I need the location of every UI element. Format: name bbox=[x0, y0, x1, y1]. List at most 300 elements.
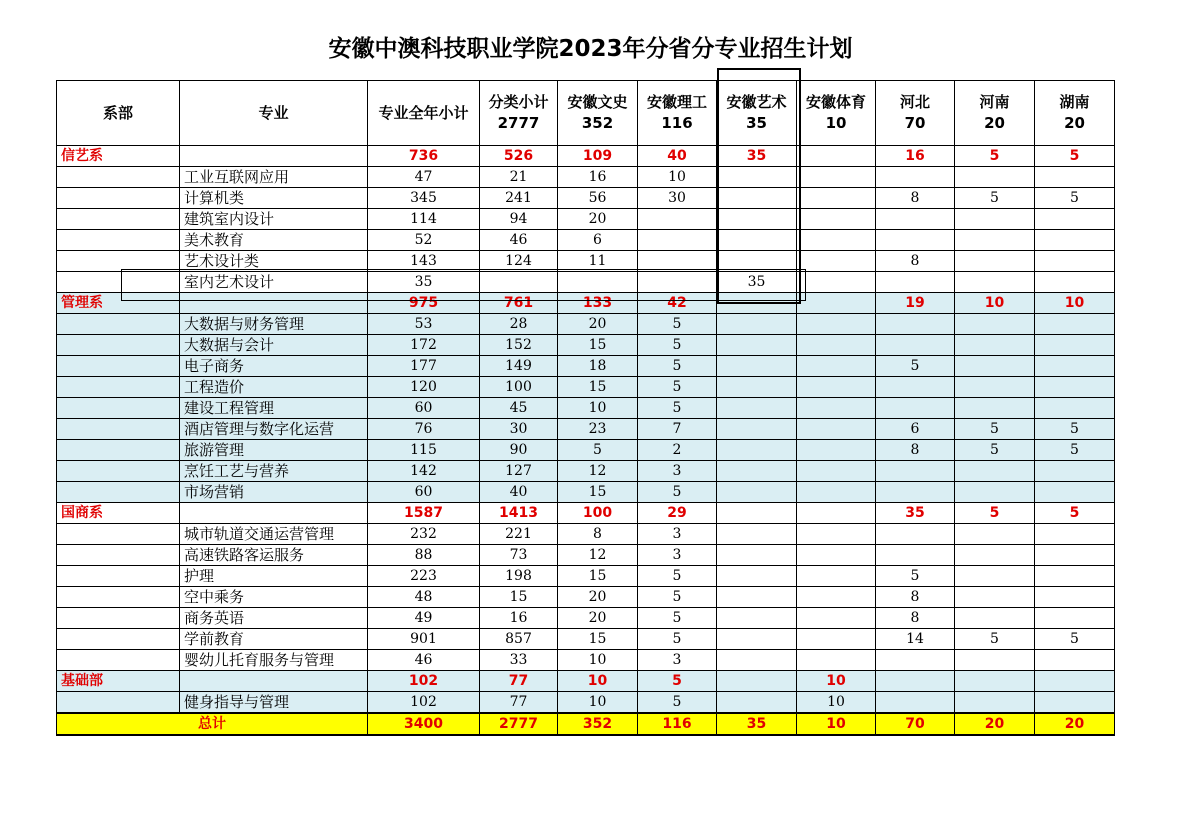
count-cell bbox=[717, 398, 797, 419]
department-row bbox=[57, 503, 1115, 524]
count-cell bbox=[876, 209, 955, 230]
count-cell bbox=[1035, 545, 1115, 566]
count-cell: 142 bbox=[368, 461, 480, 482]
count-cell: 48 bbox=[368, 587, 480, 608]
major-name-cell: 室内艺术设计 bbox=[180, 272, 368, 293]
dept-cell bbox=[57, 230, 180, 251]
count-cell bbox=[1035, 650, 1115, 671]
dept-cell bbox=[57, 440, 180, 461]
enrollment-plan-table bbox=[56, 80, 1115, 736]
count-cell bbox=[797, 419, 876, 440]
count-cell: 19 bbox=[876, 293, 955, 314]
count-cell bbox=[797, 293, 876, 314]
count-cell: 5 bbox=[1035, 629, 1115, 650]
count-cell bbox=[558, 272, 638, 293]
total-cell: 10 bbox=[797, 713, 876, 735]
count-cell bbox=[717, 503, 797, 524]
count-cell: 6 bbox=[558, 230, 638, 251]
count-cell bbox=[638, 251, 717, 272]
dept-cell: 管理系 bbox=[57, 293, 180, 314]
dept-cell bbox=[57, 482, 180, 503]
count-cell bbox=[1035, 524, 1115, 545]
count-cell bbox=[955, 230, 1035, 251]
count-cell: 177 bbox=[368, 356, 480, 377]
count-cell: 23 bbox=[558, 419, 638, 440]
count-cell bbox=[1035, 482, 1115, 503]
count-cell: 53 bbox=[368, 314, 480, 335]
count-cell: 10 bbox=[558, 692, 638, 714]
major-name-cell: 艺术设计类 bbox=[180, 251, 368, 272]
count-cell bbox=[717, 482, 797, 503]
major-name-cell bbox=[180, 293, 368, 314]
count-cell: 102 bbox=[368, 671, 480, 692]
count-cell bbox=[955, 482, 1035, 503]
count-cell bbox=[876, 692, 955, 714]
count-cell bbox=[876, 650, 955, 671]
major-name-cell: 高速铁路客运服务 bbox=[180, 545, 368, 566]
count-cell: 143 bbox=[368, 251, 480, 272]
count-cell bbox=[876, 482, 955, 503]
count-cell bbox=[1035, 209, 1115, 230]
count-cell bbox=[797, 167, 876, 188]
count-cell: 5 bbox=[1035, 188, 1115, 209]
count-cell: 47 bbox=[368, 167, 480, 188]
count-cell: 15 bbox=[558, 335, 638, 356]
count-cell: 5 bbox=[955, 419, 1035, 440]
count-cell bbox=[797, 482, 876, 503]
count-cell: 12 bbox=[558, 461, 638, 482]
dept-cell bbox=[57, 188, 180, 209]
count-cell: 10 bbox=[638, 167, 717, 188]
count-cell: 857 bbox=[480, 629, 558, 650]
count-cell: 15 bbox=[558, 377, 638, 398]
department-row bbox=[57, 146, 1115, 167]
count-cell bbox=[955, 314, 1035, 335]
count-cell bbox=[876, 272, 955, 293]
count-cell: 120 bbox=[368, 377, 480, 398]
dept-cell bbox=[57, 608, 180, 629]
dept-cell: 基础部 bbox=[57, 671, 180, 692]
count-cell: 40 bbox=[480, 482, 558, 503]
count-cell: 114 bbox=[368, 209, 480, 230]
count-cell bbox=[638, 272, 717, 293]
count-cell: 5 bbox=[558, 440, 638, 461]
count-cell bbox=[1035, 356, 1115, 377]
count-cell: 901 bbox=[368, 629, 480, 650]
count-cell bbox=[717, 314, 797, 335]
header-year-total: 专业全年小计 bbox=[368, 81, 480, 146]
count-cell bbox=[1035, 671, 1115, 692]
count-cell: 5 bbox=[638, 398, 717, 419]
count-cell: 5 bbox=[876, 566, 955, 587]
count-cell: 5 bbox=[955, 629, 1035, 650]
count-cell: 8 bbox=[876, 188, 955, 209]
count-cell bbox=[1035, 272, 1115, 293]
count-cell bbox=[638, 209, 717, 230]
count-cell: 221 bbox=[480, 524, 558, 545]
count-cell bbox=[797, 503, 876, 524]
dept-cell bbox=[57, 314, 180, 335]
count-cell bbox=[717, 671, 797, 692]
count-cell: 5 bbox=[638, 566, 717, 587]
dept-cell bbox=[57, 587, 180, 608]
header-category-total: 分类小计 2777 bbox=[480, 81, 558, 146]
count-cell: 5 bbox=[638, 692, 717, 714]
count-cell bbox=[1035, 587, 1115, 608]
count-cell bbox=[797, 335, 876, 356]
count-cell bbox=[717, 587, 797, 608]
count-cell: 5 bbox=[638, 629, 717, 650]
major-name-cell bbox=[180, 503, 368, 524]
count-cell bbox=[717, 461, 797, 482]
dept-cell: 国商系 bbox=[57, 503, 180, 524]
major-name-cell: 建筑室内设计 bbox=[180, 209, 368, 230]
major-name-cell: 旅游管理 bbox=[180, 440, 368, 461]
count-cell: 10 bbox=[1035, 293, 1115, 314]
header-major: 专业 bbox=[180, 81, 368, 146]
count-cell: 5 bbox=[955, 503, 1035, 524]
major-row bbox=[57, 524, 1115, 545]
count-cell: 16 bbox=[480, 608, 558, 629]
dept-cell bbox=[57, 167, 180, 188]
count-cell: 49 bbox=[368, 608, 480, 629]
total-cell: 116 bbox=[638, 713, 717, 735]
count-cell bbox=[797, 461, 876, 482]
header-henan: 河南 20 bbox=[955, 81, 1035, 146]
count-cell: 5 bbox=[638, 608, 717, 629]
major-row bbox=[57, 272, 1115, 293]
dept-cell bbox=[57, 272, 180, 293]
count-cell bbox=[955, 545, 1035, 566]
count-cell bbox=[876, 167, 955, 188]
count-cell bbox=[876, 230, 955, 251]
dept-cell bbox=[57, 356, 180, 377]
count-cell: 8 bbox=[876, 251, 955, 272]
count-cell bbox=[955, 524, 1035, 545]
count-cell: 7 bbox=[638, 419, 717, 440]
major-row bbox=[57, 209, 1115, 230]
count-cell: 73 bbox=[480, 545, 558, 566]
header-anhui-tiyu: 安徽体育 10 bbox=[797, 81, 876, 146]
major-name-cell: 大数据与财务管理 bbox=[180, 314, 368, 335]
count-cell: 5 bbox=[638, 671, 717, 692]
major-name-cell bbox=[180, 671, 368, 692]
count-cell: 10 bbox=[558, 671, 638, 692]
count-cell: 5 bbox=[955, 146, 1035, 167]
count-cell bbox=[955, 377, 1035, 398]
count-cell: 88 bbox=[368, 545, 480, 566]
page-title: 安徽中澳科技职业学院2023年分省分专业招生计划 bbox=[328, 36, 853, 62]
count-cell bbox=[797, 251, 876, 272]
major-name-cell: 建设工程管理 bbox=[180, 398, 368, 419]
header-dept: 系部 bbox=[57, 81, 180, 146]
major-row bbox=[57, 545, 1115, 566]
count-cell bbox=[797, 398, 876, 419]
count-cell: 18 bbox=[558, 356, 638, 377]
count-cell bbox=[1035, 566, 1115, 587]
count-cell: 5 bbox=[955, 188, 1035, 209]
major-name-cell: 烹饪工艺与营养 bbox=[180, 461, 368, 482]
count-cell: 76 bbox=[368, 419, 480, 440]
count-cell: 15 bbox=[558, 482, 638, 503]
dept-cell bbox=[57, 545, 180, 566]
count-cell bbox=[1035, 461, 1115, 482]
count-cell bbox=[717, 209, 797, 230]
count-cell: 5 bbox=[638, 314, 717, 335]
count-cell: 152 bbox=[480, 335, 558, 356]
count-cell bbox=[1035, 230, 1115, 251]
total-cell: 3400 bbox=[368, 713, 480, 735]
count-cell: 2 bbox=[638, 440, 717, 461]
count-cell bbox=[797, 566, 876, 587]
count-cell bbox=[797, 272, 876, 293]
count-cell bbox=[797, 209, 876, 230]
total-cell: 2777 bbox=[480, 713, 558, 735]
count-cell: 28 bbox=[480, 314, 558, 335]
major-name-cell: 学前教育 bbox=[180, 629, 368, 650]
count-cell: 109 bbox=[558, 146, 638, 167]
count-cell: 21 bbox=[480, 167, 558, 188]
count-cell: 5 bbox=[1035, 503, 1115, 524]
count-cell: 29 bbox=[638, 503, 717, 524]
count-cell bbox=[876, 377, 955, 398]
dept-cell bbox=[57, 251, 180, 272]
count-cell: 8 bbox=[876, 587, 955, 608]
count-cell bbox=[797, 629, 876, 650]
count-cell bbox=[955, 608, 1035, 629]
count-cell: 5 bbox=[955, 440, 1035, 461]
count-cell: 127 bbox=[480, 461, 558, 482]
count-cell bbox=[717, 608, 797, 629]
major-row bbox=[57, 251, 1115, 272]
count-cell: 736 bbox=[368, 146, 480, 167]
count-cell bbox=[955, 461, 1035, 482]
major-name-cell: 商务英语 bbox=[180, 608, 368, 629]
count-cell: 149 bbox=[480, 356, 558, 377]
count-cell: 241 bbox=[480, 188, 558, 209]
total-cell: 35 bbox=[717, 713, 797, 735]
header-hebei: 河北 70 bbox=[876, 81, 955, 146]
count-cell bbox=[717, 650, 797, 671]
major-row bbox=[57, 314, 1115, 335]
count-cell bbox=[797, 188, 876, 209]
count-cell bbox=[876, 671, 955, 692]
major-name-cell: 城市轨道交通运营管理 bbox=[180, 524, 368, 545]
count-cell: 5 bbox=[638, 587, 717, 608]
major-name-cell: 护理 bbox=[180, 566, 368, 587]
count-cell: 345 bbox=[368, 188, 480, 209]
count-cell: 100 bbox=[558, 503, 638, 524]
major-row bbox=[57, 629, 1115, 650]
major-name-cell: 婴幼儿托育服务与管理 bbox=[180, 650, 368, 671]
count-cell bbox=[717, 377, 797, 398]
count-cell bbox=[717, 356, 797, 377]
count-cell bbox=[955, 272, 1035, 293]
header-anhui-wenshi: 安徽文史 352 bbox=[558, 81, 638, 146]
count-cell: 3 bbox=[638, 461, 717, 482]
count-cell: 40 bbox=[638, 146, 717, 167]
count-cell bbox=[1035, 251, 1115, 272]
count-cell: 5 bbox=[638, 482, 717, 503]
count-cell: 526 bbox=[480, 146, 558, 167]
count-cell: 56 bbox=[558, 188, 638, 209]
major-name-cell: 工程造价 bbox=[180, 377, 368, 398]
count-cell bbox=[717, 545, 797, 566]
count-cell: 20 bbox=[558, 314, 638, 335]
count-cell: 60 bbox=[368, 482, 480, 503]
count-cell: 90 bbox=[480, 440, 558, 461]
count-cell: 46 bbox=[368, 650, 480, 671]
count-cell: 975 bbox=[368, 293, 480, 314]
dept-cell bbox=[57, 377, 180, 398]
count-cell: 30 bbox=[480, 419, 558, 440]
count-cell bbox=[1035, 167, 1115, 188]
major-row bbox=[57, 440, 1115, 461]
department-row bbox=[57, 671, 1115, 692]
count-cell bbox=[1035, 377, 1115, 398]
count-cell: 100 bbox=[480, 377, 558, 398]
major-name-cell: 市场营销 bbox=[180, 482, 368, 503]
count-cell bbox=[955, 587, 1035, 608]
major-row bbox=[57, 230, 1115, 251]
major-row bbox=[57, 566, 1115, 587]
count-cell: 35 bbox=[876, 503, 955, 524]
count-cell: 10 bbox=[955, 293, 1035, 314]
count-cell: 42 bbox=[638, 293, 717, 314]
count-cell bbox=[876, 314, 955, 335]
count-cell: 45 bbox=[480, 398, 558, 419]
major-name-cell: 酒店管理与数字化运营 bbox=[180, 419, 368, 440]
count-cell: 77 bbox=[480, 692, 558, 714]
count-cell: 8 bbox=[876, 440, 955, 461]
dept-cell: 信艺系 bbox=[57, 146, 180, 167]
count-cell: 8 bbox=[558, 524, 638, 545]
count-cell: 8 bbox=[876, 608, 955, 629]
dept-cell bbox=[57, 566, 180, 587]
count-cell bbox=[717, 440, 797, 461]
major-name-cell: 大数据与会计 bbox=[180, 335, 368, 356]
major-row bbox=[57, 188, 1115, 209]
count-cell: 15 bbox=[558, 629, 638, 650]
count-cell bbox=[876, 524, 955, 545]
total-cell: 20 bbox=[955, 713, 1035, 735]
count-cell bbox=[955, 671, 1035, 692]
count-cell: 35 bbox=[368, 272, 480, 293]
major-name-cell: 电子商务 bbox=[180, 356, 368, 377]
count-cell bbox=[797, 545, 876, 566]
count-cell: 35 bbox=[717, 146, 797, 167]
count-cell: 5 bbox=[1035, 440, 1115, 461]
count-cell: 30 bbox=[638, 188, 717, 209]
dept-cell bbox=[57, 650, 180, 671]
count-cell: 15 bbox=[480, 587, 558, 608]
count-cell: 172 bbox=[368, 335, 480, 356]
header-anhui-ligong: 安徽理工 116 bbox=[638, 81, 717, 146]
count-cell bbox=[955, 356, 1035, 377]
total-row bbox=[57, 713, 1115, 735]
count-cell: 20 bbox=[558, 209, 638, 230]
major-name-cell: 健身指导与管理 bbox=[180, 692, 368, 714]
major-name-cell bbox=[180, 146, 368, 167]
major-name-cell: 计算机类 bbox=[180, 188, 368, 209]
major-name-cell: 美术教育 bbox=[180, 230, 368, 251]
count-cell bbox=[955, 251, 1035, 272]
count-cell: 1587 bbox=[368, 503, 480, 524]
count-cell: 1413 bbox=[480, 503, 558, 524]
major-row bbox=[57, 356, 1115, 377]
major-row bbox=[57, 335, 1115, 356]
major-row bbox=[57, 587, 1115, 608]
count-cell bbox=[797, 440, 876, 461]
count-cell: 198 bbox=[480, 566, 558, 587]
dept-cell bbox=[57, 629, 180, 650]
count-cell: 3 bbox=[638, 524, 717, 545]
major-row bbox=[57, 482, 1115, 503]
count-cell: 60 bbox=[368, 398, 480, 419]
count-cell: 33 bbox=[480, 650, 558, 671]
count-cell bbox=[955, 167, 1035, 188]
count-cell bbox=[717, 230, 797, 251]
count-cell: 12 bbox=[558, 545, 638, 566]
count-cell bbox=[797, 524, 876, 545]
count-cell bbox=[717, 188, 797, 209]
count-cell: 133 bbox=[558, 293, 638, 314]
major-row bbox=[57, 398, 1115, 419]
count-cell bbox=[955, 566, 1035, 587]
count-cell bbox=[797, 650, 876, 671]
major-name-cell: 空中乘务 bbox=[180, 587, 368, 608]
count-cell bbox=[717, 629, 797, 650]
major-row bbox=[57, 608, 1115, 629]
count-cell bbox=[955, 650, 1035, 671]
count-cell bbox=[1035, 608, 1115, 629]
dept-cell bbox=[57, 419, 180, 440]
count-cell: 35 bbox=[717, 272, 797, 293]
count-cell bbox=[717, 566, 797, 587]
count-cell bbox=[955, 692, 1035, 714]
total-cell: 20 bbox=[1035, 713, 1115, 735]
header-anhui-yishu: 安徽艺术 35 bbox=[717, 81, 797, 146]
major-row bbox=[57, 419, 1115, 440]
count-cell bbox=[876, 335, 955, 356]
dept-cell bbox=[57, 461, 180, 482]
count-cell: 5 bbox=[638, 377, 717, 398]
count-cell: 5 bbox=[1035, 146, 1115, 167]
count-cell: 52 bbox=[368, 230, 480, 251]
count-cell bbox=[717, 251, 797, 272]
major-row bbox=[57, 650, 1115, 671]
count-cell: 10 bbox=[558, 650, 638, 671]
count-cell bbox=[797, 146, 876, 167]
count-cell bbox=[1035, 314, 1115, 335]
department-row bbox=[57, 293, 1115, 314]
major-row bbox=[57, 692, 1115, 714]
count-cell bbox=[717, 293, 797, 314]
count-cell bbox=[955, 398, 1035, 419]
count-cell: 3 bbox=[638, 545, 717, 566]
count-cell bbox=[797, 314, 876, 335]
major-row bbox=[57, 461, 1115, 482]
total-cell: 352 bbox=[558, 713, 638, 735]
count-cell bbox=[717, 524, 797, 545]
count-cell bbox=[717, 692, 797, 714]
count-cell bbox=[717, 335, 797, 356]
header-hunan: 湖南 20 bbox=[1035, 81, 1115, 146]
count-cell bbox=[638, 230, 717, 251]
dept-cell bbox=[57, 524, 180, 545]
count-cell: 10 bbox=[558, 398, 638, 419]
count-cell bbox=[480, 272, 558, 293]
